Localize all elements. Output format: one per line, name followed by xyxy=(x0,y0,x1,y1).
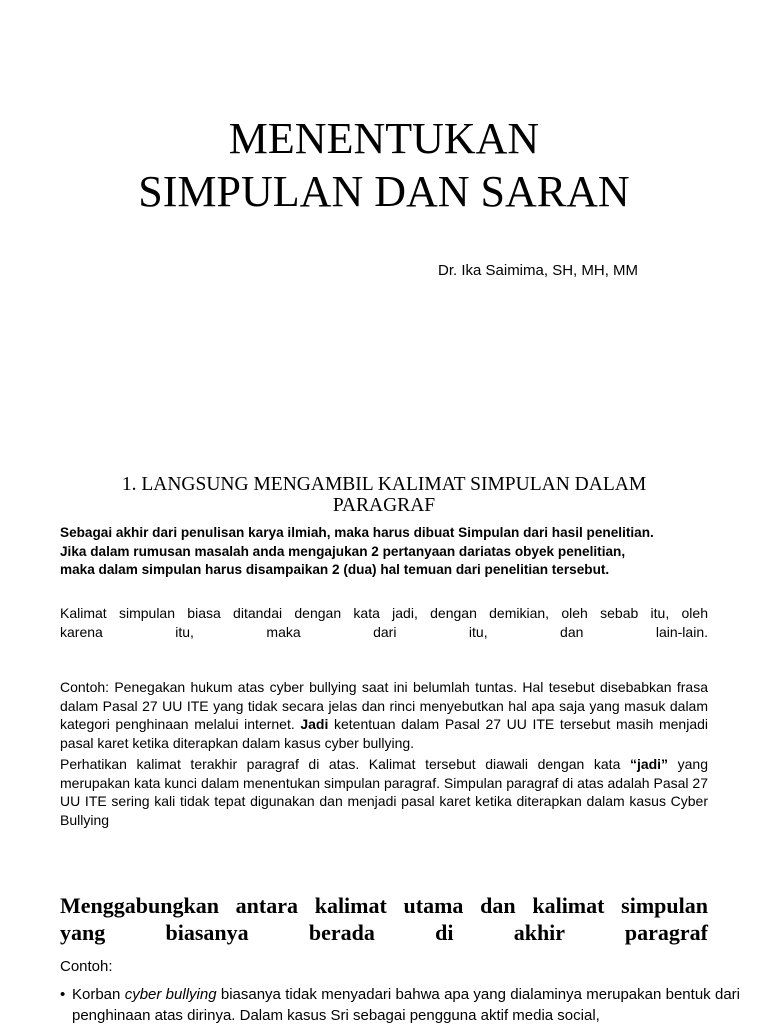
section-2-heading-line-1: Menggabungkan antara kalimat utama dan kalimat simpulan xyxy=(60,893,708,918)
contoh-paragraph xyxy=(60,678,708,752)
perhatikan-text-start: Perhatikan kalimat terakhir paragraf di atas. Kalimat tersebut diawali dengan kata xyxy=(60,756,621,772)
section-1-heading-line-2: PARAGRAF xyxy=(332,495,436,516)
kalimat-line-2: karena itu, maka dari itu, dan lain-lain. xyxy=(60,623,708,640)
intro-bold-line-2: Jika dalam rumusan masalah anda mengajukan 2 pertanyaan dariatas obyek penelitian, xyxy=(60,543,626,559)
section-1-heading xyxy=(60,474,708,516)
section-2-heading xyxy=(60,892,708,946)
bullet-text-start: Korban xyxy=(72,986,121,1003)
perhatikan-keyword-jadi: “jadi” xyxy=(629,756,669,772)
kalimat-simpulan-paragraph xyxy=(60,604,708,641)
bullet-text-end: biasanya tidak menyadari bahwa apa yang dialaminya merupakan bentuk dari penghinaan atas dirinya. Dalam kasus Sri sebagai pengguna aktif media social, xyxy=(72,986,740,1024)
section-2-heading-line-2: yang biasanya berada di akhir paragraf xyxy=(60,920,708,945)
contoh-keyword-jadi: Jadi xyxy=(300,716,329,732)
contoh-label: Contoh: xyxy=(60,958,113,975)
title-line-2: SIMPULAN DAN SARAN xyxy=(138,167,630,216)
contoh-text-end: ketentuan dalam Pasal 27 UU ITE tersebut masih menjadi pasal karet ketika diterapkan dalam kasus cyber bullying. xyxy=(60,716,709,751)
title-line-1: MENENTUKAN xyxy=(228,114,540,163)
bullet-dot: • xyxy=(60,986,66,1003)
intro-bold-line-3: maka dalam simpulan harus disampaikan 2 (dua) hal temuan dari penelitian tersebut. xyxy=(60,562,610,577)
perhatikan-text-end: yang merupakan kata kunci dalam menentukan simpulan paragraf. Simpulan paragraf di atas adalah Pasal 27 UU ITE sering kali tidak tepat digunakan dan menjadi pasal karet ketika diterapkan dalam kasus Cyber Bullying xyxy=(60,756,708,828)
section-1-heading-line-1: 1. LANGSUNG MENGAMBIL KALIMAT SIMPULAN DALAM xyxy=(121,474,647,495)
list-item xyxy=(60,984,740,1026)
intro-bold-line-1: Sebagai akhir dari penulisan karya ilmiah, maka harus dibuat Simpulan dari hasil penelitian. xyxy=(60,525,654,540)
author-name: Dr. Ika Saimima, SH, MH, MM xyxy=(438,262,639,279)
bullet-italic-term: cyber bullying xyxy=(124,986,217,1003)
contoh-text-start: Contoh: Penegakan hukum atas cyber bullying saat ini belumlah tuntas. Hal tesebut disebabkan frasa dalam Pasal 27 UU ITE yang tidak secara jelas dan rinci menyebutkan hal apa saja yang masuk dalam kategori penghinaan melalui internet. xyxy=(60,679,708,732)
perhatikan-paragraph xyxy=(60,755,708,829)
page-title xyxy=(0,112,768,218)
bullet-text xyxy=(60,984,740,1026)
kalimat-line-1: Kalimat simpulan biasa ditandai dengan kata jadi, dengan demikian, oleh sebab itu, oleh xyxy=(60,605,708,621)
intro-bold-paragraph xyxy=(60,524,708,580)
